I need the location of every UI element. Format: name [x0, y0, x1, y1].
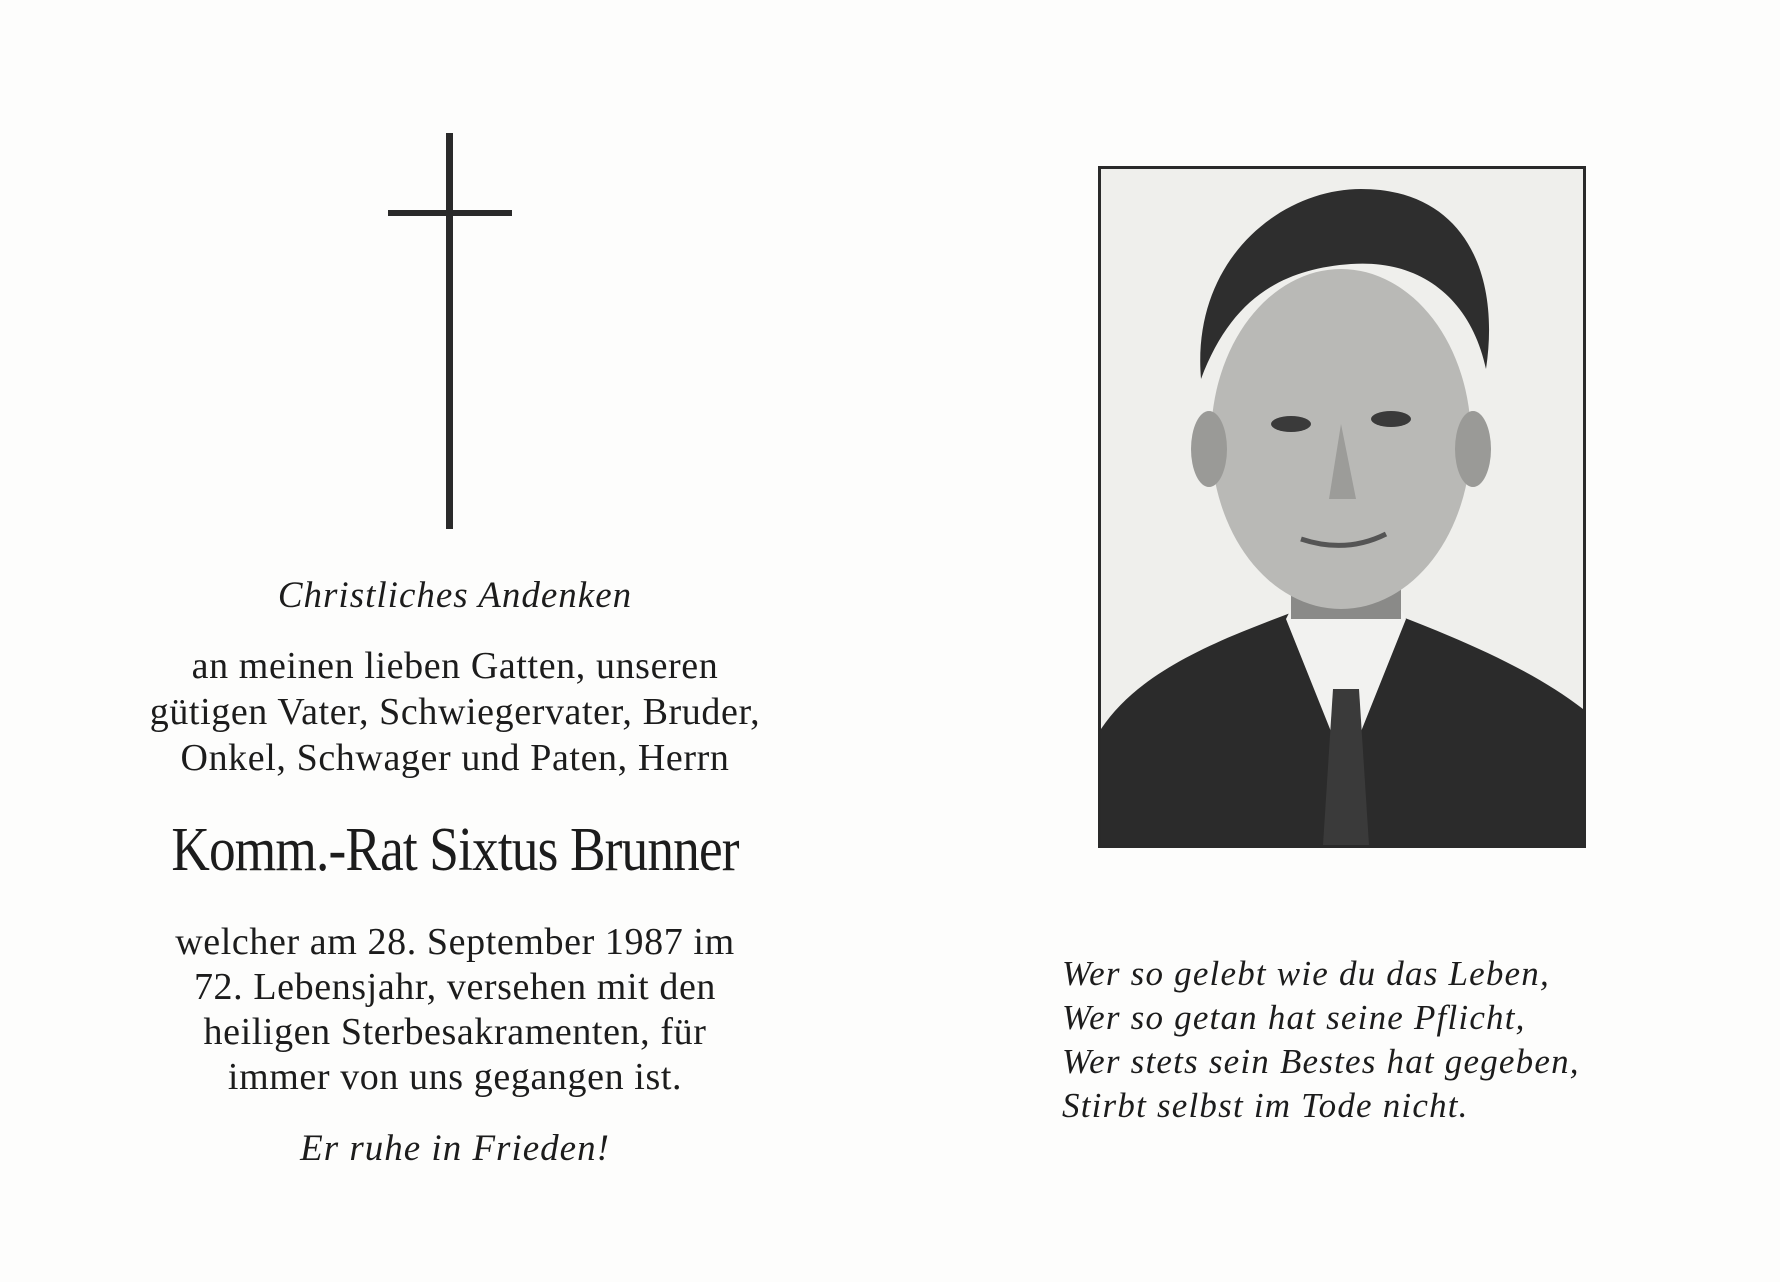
intro-line: an meinen lieben Gatten, unseren — [191, 645, 719, 687]
deceased-name: Komm.-Rat Sixtus Brunner — [171, 816, 739, 884]
poem-line: Wer so gelebt wie du das Leben, — [1062, 954, 1550, 993]
poem-line: Wer so getan hat seine Pflicht, — [1062, 998, 1526, 1037]
death-line: welcher am 28. September 1987 im — [175, 921, 735, 963]
death-line: 72. Lebensjahr, versehen mit den — [193, 966, 717, 1008]
card-heading: Christliches Andenken — [277, 575, 633, 616]
intro-line: gütigen Vater, Schwiegervater, Bruder, — [149, 691, 761, 733]
cross-icon — [388, 133, 512, 529]
poem-line: Wer stets sein Bestes hat gegeben, — [1062, 1042, 1580, 1081]
portrait-image — [1101, 169, 1583, 845]
death-line: immer von uns gegangen ist. — [227, 1056, 683, 1098]
portrait-photo — [1098, 166, 1586, 848]
poem-line: Stirbt selbst im Tode nicht. — [1062, 1086, 1469, 1125]
intro-text — [100, 643, 810, 781]
farewell-text: Er ruhe in Frieden! — [300, 1128, 610, 1169]
death-line: heiligen Sterbesakramenten, für — [203, 1011, 707, 1053]
poem-verse — [1062, 952, 1662, 1128]
death-notice — [100, 920, 810, 1100]
intro-line: Onkel, Schwager und Paten, Herrn — [180, 737, 730, 779]
